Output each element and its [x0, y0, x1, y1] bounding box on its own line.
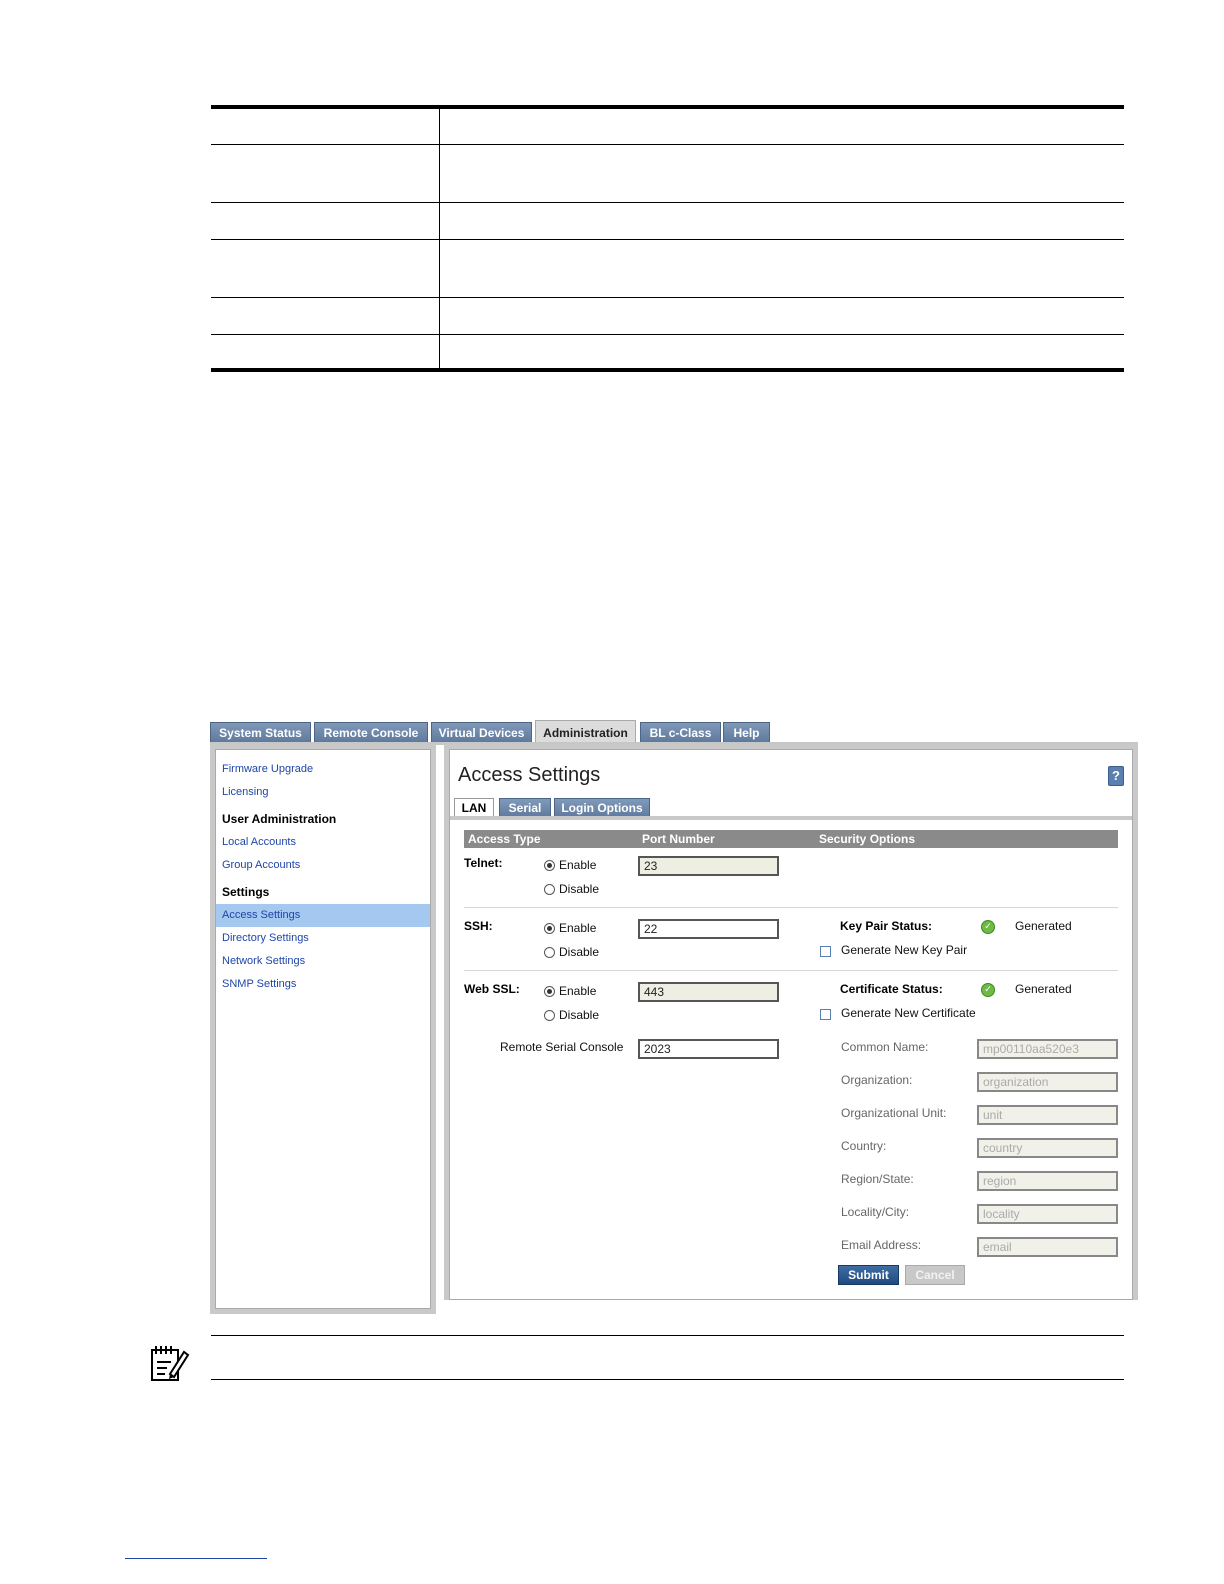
telnet-enable-radio[interactable] — [544, 860, 555, 871]
sidebar-item-firmware-upgrade[interactable]: Firmware Upgrade — [222, 763, 314, 775]
country-input[interactable]: country — [977, 1138, 1118, 1158]
note-pencil-icon — [150, 1344, 190, 1382]
generate-certificate-label: Generate New Certificate — [841, 1006, 976, 1020]
header-security-options: Security Options — [819, 832, 916, 846]
email-address-input[interactable]: email — [977, 1237, 1118, 1257]
table-row — [211, 144, 1124, 202]
table-row — [211, 334, 1124, 370]
main-panel — [449, 749, 1133, 1300]
row-divider — [464, 970, 1118, 971]
webssl-enable-label: Enable — [559, 984, 597, 998]
tab-administration[interactable]: Administration — [535, 720, 636, 744]
header-access-type: Access Type — [468, 832, 541, 846]
webssl-disable-label: Disable — [559, 1008, 600, 1022]
key-pair-status-label: Key Pair Status: — [840, 919, 933, 933]
webssl-enable-radio[interactable] — [544, 986, 555, 997]
note-bottom-rule — [211, 1379, 1124, 1380]
ssh-disable-label: Disable — [559, 945, 600, 959]
check-icon: ✓ — [981, 920, 995, 934]
tab-bl-c-class[interactable]: BL c-Class — [640, 722, 721, 742]
tab-login-options[interactable]: Login Options — [554, 798, 650, 818]
sidebar-heading-user-administration: User Administration — [222, 812, 337, 826]
generate-certificate-checkbox[interactable] — [820, 1009, 831, 1020]
check-icon: ✓ — [981, 983, 995, 997]
table-row — [211, 297, 1124, 334]
common-name-label: Common Name: — [841, 1040, 929, 1054]
ssh-label: SSH: — [464, 919, 493, 933]
sidebar-item-licensing[interactable]: Licensing — [222, 786, 269, 798]
sidebar — [215, 749, 431, 1309]
help-icon[interactable]: ? — [1108, 766, 1124, 786]
generate-key-pair-label: Generate New Key Pair — [841, 943, 968, 957]
remote-serial-console-input[interactable]: 2023 — [638, 1039, 779, 1059]
telnet-port-input[interactable]: 23 — [638, 856, 779, 876]
telnet-disable-label: Disable — [559, 882, 600, 896]
organizational-unit-input[interactable]: unit — [977, 1105, 1118, 1125]
sidebar-item-network-settings[interactable]: Network Settings — [222, 955, 306, 967]
table-row — [211, 107, 1124, 144]
sidebar-frame — [210, 744, 436, 1314]
telnet-disable-radio[interactable] — [544, 884, 555, 895]
header-port-number: Port Number — [642, 832, 715, 846]
sidebar-item-directory-settings[interactable]: Directory Settings — [222, 932, 309, 944]
tab-serial[interactable]: Serial — [499, 798, 551, 818]
sidebar-item-access-settings[interactable]: Access Settings — [216, 904, 430, 927]
webssl-disable-radio[interactable] — [544, 1010, 555, 1021]
note-top-rule — [211, 1335, 1124, 1336]
sidebar-item-snmp-settings[interactable]: SNMP Settings — [222, 978, 297, 990]
main-frame — [444, 744, 1138, 1300]
ilo-screenshot — [210, 718, 1138, 1302]
tab-system-status[interactable]: System Status — [210, 722, 311, 742]
organizational-unit-label: Organizational Unit: — [841, 1106, 947, 1120]
row-divider — [464, 907, 1118, 908]
submit-button[interactable]: Submit — [838, 1265, 899, 1285]
region-state-input[interactable]: region — [977, 1171, 1118, 1191]
cancel-button[interactable]: Cancel — [905, 1265, 965, 1285]
organization-label: Organization: — [841, 1073, 913, 1087]
certificate-status-value: Generated — [1015, 982, 1072, 996]
email-address-label: Email Address: — [841, 1238, 922, 1252]
sidebar-heading-settings: Settings — [222, 885, 270, 899]
country-label: Country: — [841, 1139, 887, 1153]
telnet-label: Telnet: — [464, 856, 503, 870]
certificate-status-label: Certificate Status: — [840, 982, 943, 996]
generate-key-pair-checkbox[interactable] — [820, 946, 831, 957]
key-pair-status-value: Generated — [1015, 919, 1072, 933]
reference-table — [211, 105, 1124, 372]
ssh-enable-label: Enable — [559, 921, 597, 935]
webssl-label: Web SSL: — [464, 982, 520, 996]
webssl-port-input[interactable]: 443 — [638, 982, 779, 1002]
telnet-enable-label: Enable — [559, 858, 597, 872]
ssh-enable-radio[interactable] — [544, 923, 555, 934]
locality-city-label: Locality/City: — [841, 1205, 910, 1219]
tab-remote-console[interactable]: Remote Console — [314, 722, 428, 742]
column-header — [464, 830, 1118, 848]
footer-link-underline — [125, 1558, 267, 1559]
sidebar-item-group-accounts[interactable]: Group Accounts — [222, 859, 301, 871]
sub-tab-underline — [450, 816, 1132, 820]
locality-city-input[interactable]: locality — [977, 1204, 1118, 1224]
remote-serial-console-label: Remote Serial Console — [500, 1040, 624, 1054]
table-row — [211, 239, 1124, 297]
sidebar-item-local-accounts[interactable]: Local Accounts — [222, 836, 296, 848]
page-title: Access Settings — [458, 764, 601, 786]
common-name-input[interactable]: mp00110aa520e3 — [977, 1039, 1118, 1059]
table-row — [211, 202, 1124, 239]
region-state-label: Region/State: — [841, 1172, 914, 1186]
tab-virtual-devices[interactable]: Virtual Devices — [431, 722, 532, 742]
ssh-port-input[interactable]: 22 — [638, 919, 779, 939]
organization-input[interactable]: organization — [977, 1072, 1118, 1092]
tab-help[interactable]: Help — [723, 722, 770, 742]
tab-lan[interactable]: LAN — [454, 798, 494, 818]
ssh-disable-radio[interactable] — [544, 947, 555, 958]
